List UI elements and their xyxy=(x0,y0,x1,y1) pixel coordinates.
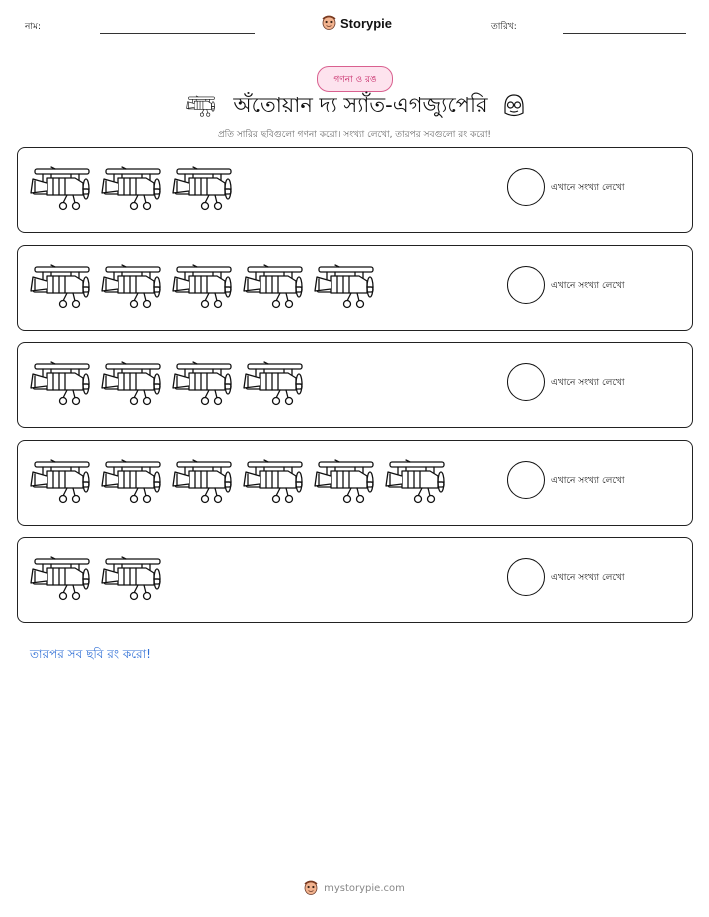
plane-group xyxy=(29,163,235,213)
title-row xyxy=(0,90,709,122)
answer-circle[interactable] xyxy=(507,266,545,304)
counting-row xyxy=(17,245,693,331)
plane-group xyxy=(29,358,306,408)
counting-row xyxy=(17,537,693,623)
page-title: অঁতোয়ান দ্য স্যাঁত-এগজ্যুপেরি xyxy=(233,92,488,117)
biplane-icon xyxy=(29,456,93,506)
site-url: mystorypie.com xyxy=(324,882,405,894)
name-label: নাম: xyxy=(25,22,42,32)
biplane-icon xyxy=(29,358,93,408)
plane-group xyxy=(29,553,164,603)
counting-row xyxy=(17,440,693,526)
counting-rows xyxy=(17,147,693,635)
answer-prompt: এখানে সংখ্যা লেখো xyxy=(551,280,625,291)
storypie-brand xyxy=(322,13,392,33)
biplane-icon xyxy=(183,94,219,118)
biplane-icon xyxy=(29,261,93,311)
answer-circle[interactable] xyxy=(507,461,545,499)
biplane-icon xyxy=(171,163,235,213)
biplane-icon xyxy=(313,456,377,506)
biplane-icon xyxy=(384,456,448,506)
date-field-line[interactable] xyxy=(563,33,686,34)
biplane-icon xyxy=(100,456,164,506)
biplane-icon xyxy=(29,553,93,603)
biplane-icon xyxy=(242,456,306,506)
counting-row xyxy=(17,147,693,233)
answer-prompt: এখানে সংখ্যা লেখো xyxy=(551,573,625,583)
biplane-icon xyxy=(313,261,377,311)
answer-prompt: এখানে সংখ্যা লেখো xyxy=(551,183,625,193)
answer-circle[interactable] xyxy=(507,558,545,596)
instructions: প্রতি সারির ছবিগুলো গণনা করো। সংখ্যা লেখো, তারপর সবগুলো রং করো! xyxy=(217,130,492,140)
biplane-icon xyxy=(100,261,164,311)
biplane-icon xyxy=(100,358,164,408)
brand-name: Storypie xyxy=(340,15,393,31)
storypie-logo-icon xyxy=(304,880,318,896)
worksheet-header xyxy=(0,0,709,50)
category-tag: গণনা ও রঙ xyxy=(317,66,393,92)
plane-group xyxy=(29,261,377,311)
aviator-helmet-icon xyxy=(502,93,526,119)
site-footer xyxy=(0,880,709,896)
date-label: তারিখ: xyxy=(491,22,517,32)
biplane-icon xyxy=(242,261,306,311)
biplane-icon xyxy=(171,358,235,408)
biplane-icon xyxy=(100,163,164,213)
answer-circle[interactable] xyxy=(507,363,545,401)
answer-prompt: এখানে সংখ্যা লেখো xyxy=(551,475,625,486)
biplane-icon xyxy=(242,358,306,408)
answer-prompt: এখানে সংখ্যা লেখো xyxy=(551,378,625,388)
footer-note: তারপর সব ছবি রং করো! xyxy=(30,647,151,661)
plane-group xyxy=(29,456,448,506)
storypie-logo-icon xyxy=(322,15,336,31)
counting-row xyxy=(17,342,693,428)
answer-circle[interactable] xyxy=(507,168,545,206)
biplane-icon xyxy=(100,553,164,603)
biplane-icon xyxy=(171,456,235,506)
name-field-line[interactable] xyxy=(100,33,255,34)
biplane-icon xyxy=(29,163,93,213)
biplane-icon xyxy=(171,261,235,311)
